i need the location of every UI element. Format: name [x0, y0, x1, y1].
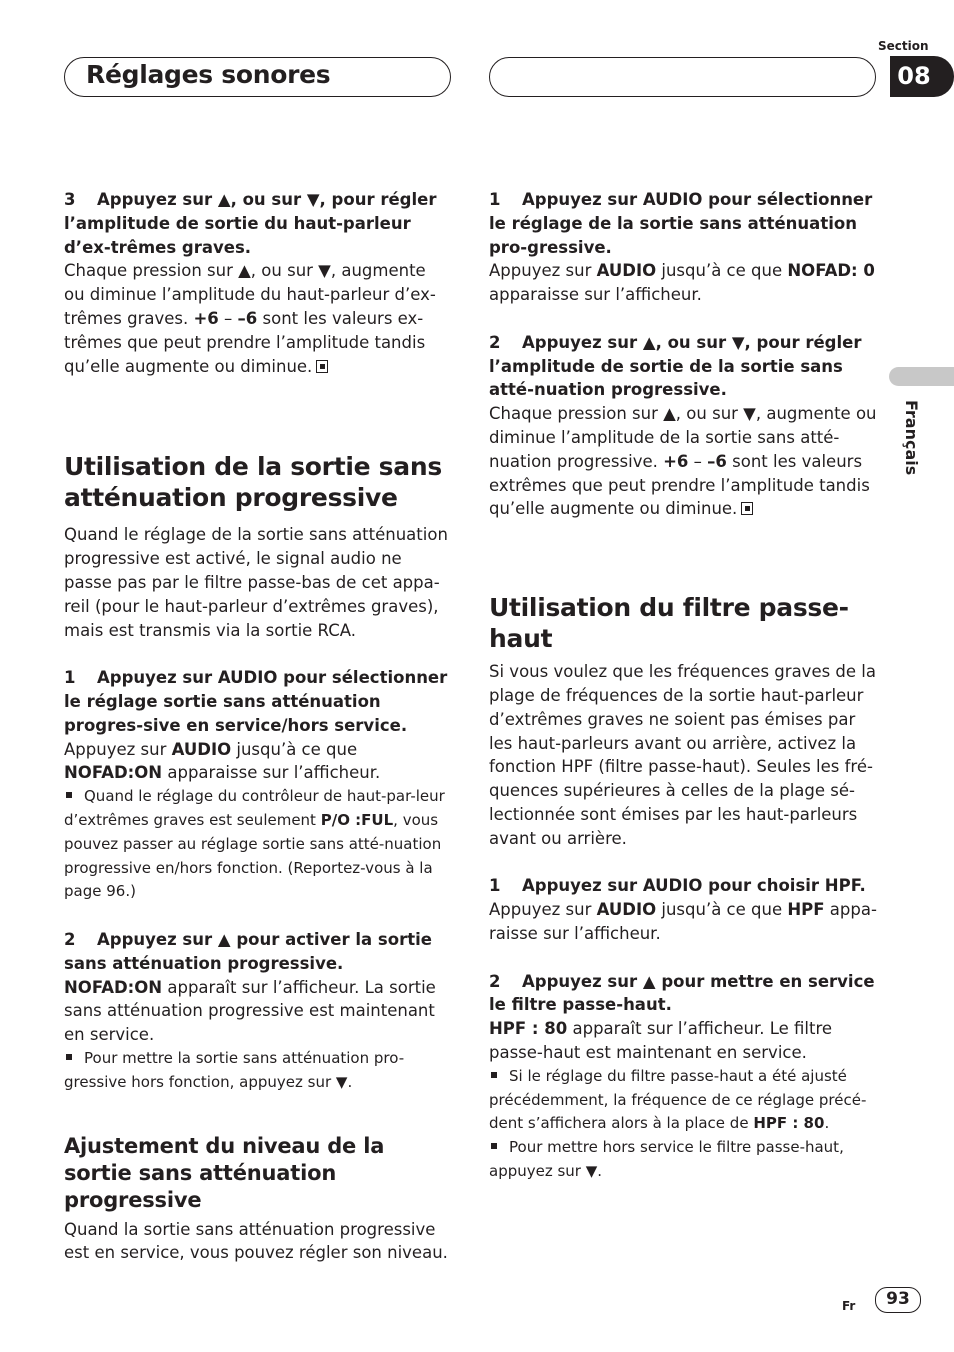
nofad-intro: Quand le réglage de la sortie sans atténuation progressive est activé, le signal audio ne passe pas par le filtre passe-bas de cet appa-reil (pour le haut-parleur d’extrêmes graves), mais est transmis via la sortie RCA.	[64, 525, 448, 640]
bullet-square-icon	[66, 1054, 72, 1060]
step-3-body: Chaque pression sur ▲, ou sur ▼, augmente ou diminue l’amplitude du haut-parleur d’ex-trêmes graves. +6 – –6 sont les valeurs ex-trêmes que peut prendre l’amplitude tandis qu’elle augmente ou diminue.	[64, 261, 436, 376]
level-step-1-title: 1 Appuyez sur AUDIO pour sélectionner le réglage de la sortie sans atténuation pro-gressive.	[489, 190, 873, 257]
language-label: Français	[902, 400, 921, 476]
hpf-step-2-title: 2 Appuyez sur ▲ pour mettre en service le filtre passe-haut.	[489, 971, 875, 1015]
page-number: 93	[875, 1287, 921, 1313]
page-title: Réglages sonores	[86, 60, 331, 89]
nofad-step-1-body: Appuyez sur AUDIO jusqu’à ce que NOFAD:ON apparaisse sur l’afficheur.	[64, 739, 381, 783]
nofad-step-2-body: NOFAD:ON apparaît sur l’afficheur. La sortie sans atténuation progressive est maintenant en service.	[64, 977, 436, 1045]
nofad-step-2-title: 2 Appuyez sur ▲ pour activer la sortie sans atténuation progressive.	[64, 929, 432, 973]
right-column	[489, 188, 879, 1184]
section-heading-hpf: Utilisation du filtre passe-haut	[489, 593, 849, 654]
end-mark-icon	[316, 360, 328, 373]
level-step-2-body: Chaque pression sur ▲, ou sur ▼, augmente ou diminue l’amplitude de la sortie sans atté-nuation progressive. +6 – –6 sont les valeurs extrêmes que peut prendre l’amplitude tandis qu’elle augmente ou diminue.	[489, 404, 877, 519]
bullet-square-icon	[491, 1072, 497, 1078]
hpf-step-1-title: 1 Appuyez sur AUDIO pour choisir HPF.	[489, 876, 866, 896]
header-blank-frame	[489, 57, 876, 97]
end-mark-icon	[741, 502, 753, 515]
bullet-square-icon	[66, 792, 72, 798]
level-intro: Quand la sortie sans atténuation progressive est en service, vous pouvez régler son niveau.	[64, 1219, 448, 1263]
bullet-square-icon	[491, 1143, 497, 1149]
footer-language: Fr	[842, 1299, 856, 1313]
section-label: Section	[878, 39, 929, 53]
language-tab	[889, 367, 954, 386]
step-3-title: 3 Appuyez sur ▲, ou sur ▼, pour régler l’amplitude de sortie du haut-parleur d’ex-trêmes graves.	[64, 190, 437, 257]
nofad-step-1-title: 1 Appuyez sur AUDIO pour sélectionner le réglage sortie sans atténuation progres-sive en service/hors service.	[64, 668, 448, 735]
left-column	[64, 188, 449, 1265]
hpf-step-1-body: Appuyez sur AUDIO jusqu’à ce que HPF appa-raisse sur l’afficheur.	[489, 900, 877, 943]
nofad-step-2-note: Pour mettre la sortie sans atténuation pro-gressive hors fonction, appuyez sur ▼.	[64, 1048, 405, 1091]
nofad-step-1-note: Quand le réglage du contrôleur de haut-par-leur d’extrêmes graves est seulement P/O :FUL, vous pouvez passer au réglage sortie sans atté-nuation progressive en/hors fonction. (Reportez-vous à la page 96.)	[64, 787, 445, 901]
hpf-intro: Si vous voulez que les fréquences graves de la plage de fréquences de la sortie haut-parleur d’extrêmes graves ne soient pas émises par les haut-parleurs avant ou arrière, activez la fonction HPF (filtre passe-haut). Seules les fré-quences supérieures à celles de la plage sé-lectionnée sont émises par les haut-parleurs avant ou arrière.	[489, 662, 877, 848]
level-step-2-title: 2 Appuyez sur ▲, ou sur ▼, pour régler l’amplitude de sortie de la sortie sans atté-nuation progressive.	[489, 332, 862, 400]
section-heading-nofad: Utilisation de la sortie sans atténuation progressive	[64, 452, 442, 513]
subsection-heading-level: Ajustement du niveau de la sortie sans atténuation progressive	[64, 1133, 385, 1212]
level-step-1-body: Appuyez sur AUDIO jusqu’à ce que NOFAD: 0 apparaisse sur l’afficheur.	[489, 261, 875, 305]
section-number-badge: 08	[890, 56, 954, 97]
hpf-step-2-note-1: Si le réglage du filtre passe-haut a été ajusté précédemment, la fréquence de ce réglage précé-dent s’affichera alors à la place de HPF : 80.	[489, 1066, 867, 1133]
hpf-step-2-body: HPF : 80 apparaît sur l’afficheur. Le filtre passe-haut est maintenant en service.	[489, 1019, 833, 1062]
hpf-step-2-note-2: Pour mettre hors service le filtre passe-haut, appuyez sur ▼.	[489, 1138, 844, 1180]
